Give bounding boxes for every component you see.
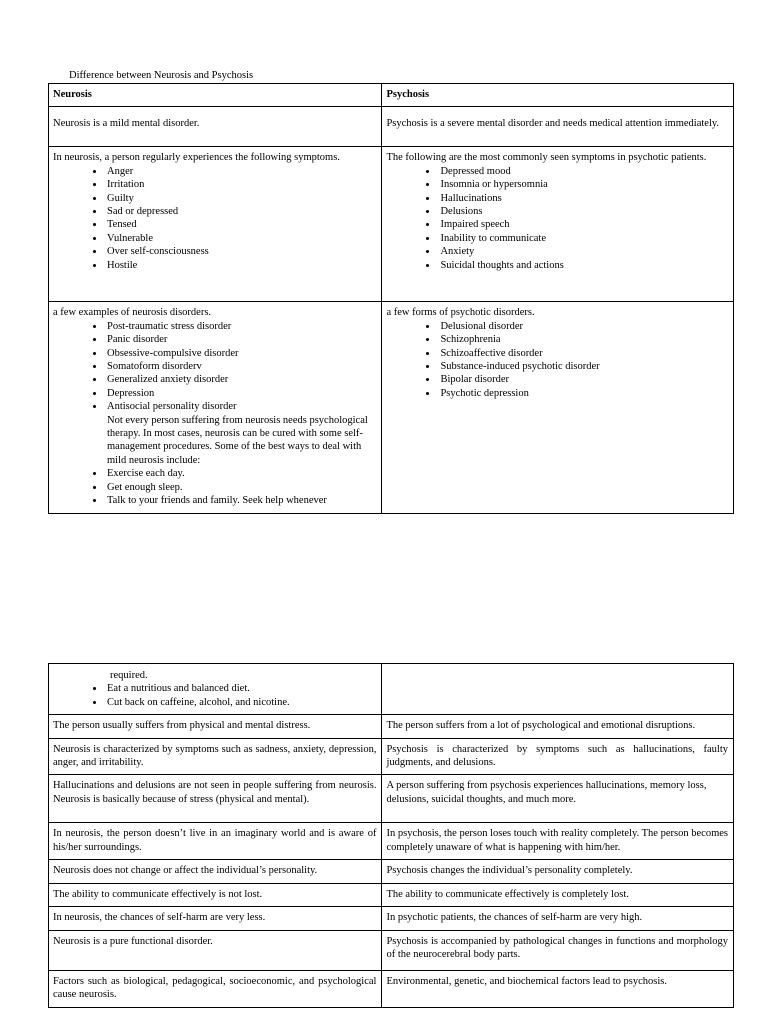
document-title: Difference between Neurosis and Psychosis — [69, 70, 254, 81]
psychosis-cell: Environmental, genetic, and biochemical factors lead to psychosis. — [382, 970, 734, 1007]
header-psychosis: Psychosis — [382, 84, 734, 107]
list-item: • Somatoform disorderv — [105, 360, 376, 373]
neurosis-symptoms-intro: In neurosis, a person regularly experiences the following symptoms. — [53, 152, 340, 164]
list-item: • Generalized anxiety disorder — [105, 373, 376, 386]
list-item: • Suicidal thoughts and actions — [438, 259, 728, 272]
psychosis-symptoms-cell — [382, 147, 734, 302]
list-item: • Over self-consciousness — [105, 245, 376, 258]
list-item: • Obsessive-compulsive disorder — [105, 347, 376, 360]
neurosis-cell: In neurosis, the chances of self-harm are very less. — [49, 907, 382, 930]
table-row — [49, 738, 734, 775]
neurosis-symptoms-list — [53, 165, 376, 272]
table-row — [49, 107, 734, 147]
neurosis-examples-cell — [49, 302, 382, 513]
list-item: • Hostile — [105, 259, 376, 272]
table-row — [49, 930, 734, 970]
psychosis-definition: Psychosis is a severe mental disorder and needs medical attention immediately. — [382, 107, 734, 147]
list-item: • Delusions — [438, 205, 728, 218]
list-item: • Delusional disorder — [438, 320, 728, 333]
neurosis-definition: Neurosis is a mild mental disorder. — [49, 107, 382, 147]
list-item: • Panic disorder — [105, 333, 376, 346]
neurosis-cell: The ability to communicate effectively is not lost. — [49, 883, 382, 906]
psychosis-cell: The person suffers from a lot of psychological and emotional disruptions. — [382, 715, 734, 738]
table-row — [49, 823, 734, 860]
continuation-text: required. — [110, 670, 148, 681]
list-item: • Guilty — [105, 192, 376, 205]
list-item: • Vulnerable — [105, 232, 376, 245]
table-row — [49, 860, 734, 883]
list-item: • Anxiety — [438, 245, 728, 258]
list-item: • Depression — [105, 387, 376, 400]
neurosis-symptoms-cell — [49, 147, 382, 302]
table-row — [49, 147, 734, 302]
neurosis-cell: In neurosis, the person doesn’t live in an imaginary world and is aware of his/her surroundings. — [49, 823, 382, 860]
psychosis-forms-list — [386, 320, 728, 400]
table-row — [49, 302, 734, 513]
neurosis-tips-continuation — [49, 664, 382, 715]
list-item: • Talk to your friends and family. Seek help whenever — [105, 494, 376, 507]
list-item: • Depressed mood — [438, 165, 728, 178]
table-header-row — [49, 84, 734, 107]
list-item: • Cut back on caffeine, alcohol, and nicotine. — [105, 696, 376, 709]
table-row — [49, 883, 734, 906]
neurosis-examples-intro: a few examples of neurosis disorders. — [53, 307, 212, 319]
continuation-list — [53, 682, 376, 709]
psychosis-cell: Psychosis is accompanied by pathological changes in functions and morphology of the neurocerebral body parts. — [382, 930, 734, 970]
neurosis-cell: Factors such as biological, pedagogical, socioeconomic, and psychological cause neurosis. — [49, 970, 382, 1007]
neurosis-cell: Hallucinations and delusions are not seen in people suffering from neurosis. Neurosis is basically because of stress (physical and mental). — [49, 775, 382, 823]
list-item: • Impaired speech — [438, 218, 728, 231]
table-row — [49, 970, 734, 1007]
list-item: • Anger — [105, 165, 376, 178]
list-item: • Hallucinations — [438, 192, 728, 205]
psychosis-cell: In psychotic patients, the chances of self-harm are very high. — [382, 907, 734, 930]
table-row — [49, 715, 734, 738]
psychosis-forms-intro: a few forms of psychotic disorders. — [386, 307, 535, 319]
list-item: • Sad or depressed — [105, 205, 376, 218]
list-item: • Insomnia or hypersomnia — [438, 178, 728, 191]
list-item: • Exercise each day. — [105, 467, 376, 480]
list-item: • Inability to communicate — [438, 232, 728, 245]
table-row — [49, 664, 734, 715]
psychosis-cell: Psychosis changes the individual’s personality completely. — [382, 860, 734, 883]
neurosis-management-note: Not every person suffering from neurosis needs psychological therapy. In most cases, neurosis can be cured with some self-management procedures. Some of the best ways to deal with mild neurosis include: — [107, 414, 368, 466]
comparison-table-page2 — [48, 663, 734, 1008]
neurosis-cell: Neurosis is characterized by symptoms such as sadness, anxiety, depression, anger, and irritability. — [49, 738, 382, 775]
table-row — [49, 907, 734, 930]
comparison-table-page1 — [48, 83, 734, 514]
list-item: • Get enough sleep. — [105, 481, 376, 494]
list-item: • Schizoaffective disorder — [438, 347, 728, 360]
list-item: • Tensed — [105, 218, 376, 231]
table-row — [49, 775, 734, 823]
empty-cell — [382, 664, 734, 715]
psychosis-cell: Psychosis is characterized by symptoms such as hallucinations, faulty judgments, and delusions. — [382, 738, 734, 775]
list-item: • Eat a nutritious and balanced diet. — [105, 682, 376, 695]
list-item: • Psychotic depression — [438, 387, 728, 400]
psychosis-cell: The ability to communicate effectively is completely lost. — [382, 883, 734, 906]
neurosis-cell: Neurosis is a pure functional disorder. — [49, 930, 382, 970]
psychosis-symptoms-intro: The following are the most commonly seen symptoms in psychotic patients. — [386, 152, 707, 164]
neurosis-cell: Neurosis does not change or affect the individual’s personality. — [49, 860, 382, 883]
psychosis-cell: A person suffering from psychosis experiences hallucinations, memory loss, delusions, suicidal thoughts, and much more. — [382, 775, 734, 823]
list-item: • Antisocial personality disorder — [105, 400, 376, 413]
psychosis-symptoms-list — [386, 165, 728, 272]
list-item: • Irritation — [105, 178, 376, 191]
neurosis-tips-list — [53, 467, 376, 507]
psychosis-cell: In psychosis, the person loses touch with reality completely. The person becomes completely unaware of what is happening with him/her. — [382, 823, 734, 860]
list-item: • Schizophrenia — [438, 333, 728, 346]
header-neurosis: Neurosis — [49, 84, 382, 107]
psychosis-forms-cell — [382, 302, 734, 513]
list-item: • Bipolar disorder — [438, 373, 728, 386]
neurosis-examples-list — [53, 320, 376, 414]
neurosis-cell: The person usually suffers from physical and mental distress. — [49, 715, 382, 738]
list-item: • Substance-induced psychotic disorder — [438, 360, 728, 373]
list-item: • Post-traumatic stress disorder — [105, 320, 376, 333]
